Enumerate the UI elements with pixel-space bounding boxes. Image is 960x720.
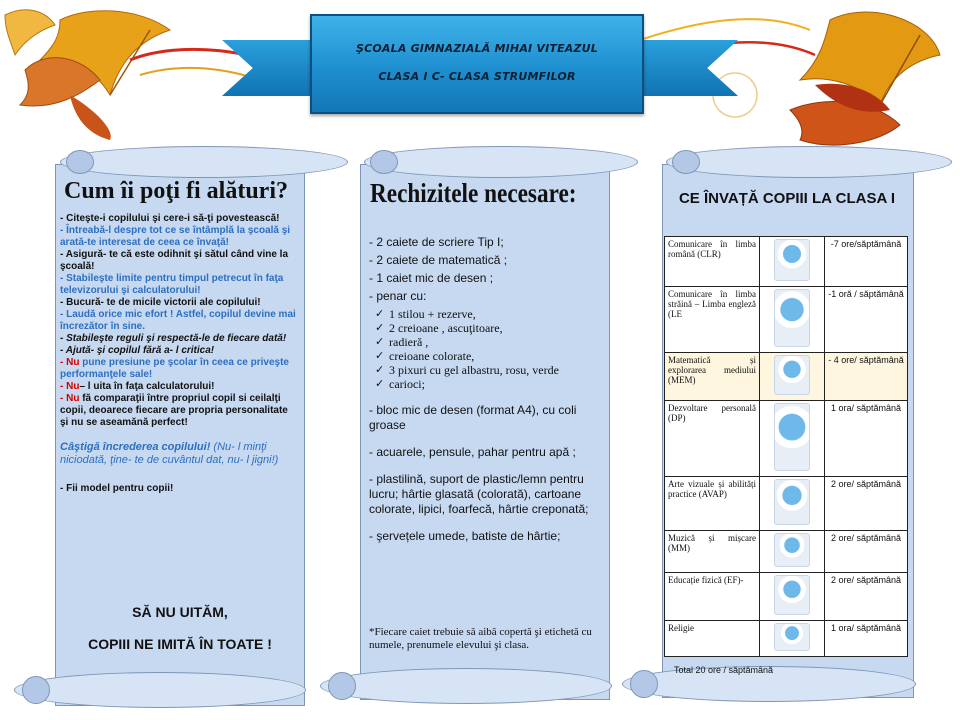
supply-item: - bloc mic de desen (format A4), cu coli groase <box>369 403 577 432</box>
tip-text: - Întreabă-l despre tot ce se întâmplă la şcoală şi arată-te interesat de ceea ce învaţă! <box>60 225 291 248</box>
tip-warning: - Nu <box>60 381 80 392</box>
subject-name: Comunicare în limba română (CLR) <box>665 237 760 287</box>
subject-image-cell <box>760 237 825 287</box>
smurf-reading-icon <box>774 403 810 471</box>
subject-image-cell <box>760 531 825 573</box>
supplies-title: Rechizitele necesare: <box>370 178 577 208</box>
tip-text: fă comparaţii între propriul copil si ceilalţi copii, deoarece fiecare are propria personalitate şi nu se aseamănă perfect! <box>60 393 288 428</box>
tip-text: - Ajută- şi copilul fără a- l critica! <box>60 345 215 356</box>
curriculum-title: CE ÎNVAȚĂ COPIII LA CLASA I <box>678 190 896 207</box>
tip-text: - Laudă orice mic efort ! Astfel, copilul devine mai încrezător în sine. <box>60 309 296 332</box>
support-tip <box>60 357 298 381</box>
curriculum-table <box>664 236 908 657</box>
tip-text: - Citeşte-i copilului şi cere-i să-ţi povestească! <box>60 213 280 224</box>
tip-text: - Asigură- te că este odihnit şi sătul când vine la şcoală! <box>60 249 289 272</box>
pencil-case-item: ✓ 2 creioane , ascuţitoare, <box>369 321 609 335</box>
support-tips <box>60 213 298 495</box>
subject-hours: 1 ora/ săptămână <box>825 621 908 657</box>
smurf-football-icon <box>774 575 810 615</box>
pencil-case-item: ✓ radieră , <box>369 335 609 349</box>
smurf-cloud-icon <box>774 623 810 651</box>
trust-detail: (Nu- l minţi niciodată, ţine- te de cuvântul dat, nu- l jigni!) <box>60 441 279 466</box>
pencil-case-item: ✓ 1 stilou + rezerve, <box>369 307 609 321</box>
subject-row <box>665 531 908 573</box>
support-tip <box>60 381 298 393</box>
tip-text: - Stabileşte limite pentru timpul petrecut în faţa televizorului şi calculatorului! <box>60 273 284 296</box>
supply-item: - penar cu: <box>369 289 427 303</box>
class-name: CLASA I C- CLASA STRUMFILOR <box>378 70 576 83</box>
subject-name: Matematică și explorarea mediului (MEM) <box>665 353 760 401</box>
support-tip <box>60 393 298 429</box>
subject-image-cell <box>760 573 825 621</box>
motto-line-1: SĂ NU UITĂM, <box>132 604 228 620</box>
subject-name: Arte vizuale și abilități practice (AVAP) <box>665 477 760 531</box>
pencil-case-item: ✓ carioci; <box>369 377 609 391</box>
support-tip <box>60 273 298 297</box>
supply-item: - acuarele, pensule, pahar pentru apă ; <box>369 445 576 459</box>
subject-hours: 2 ore/ săptămână <box>825 573 908 621</box>
supply-item: - şervețele umede, batiste de hârtie; <box>369 529 561 543</box>
supplies-list <box>369 235 609 547</box>
support-tip <box>60 345 298 357</box>
school-banner <box>310 14 644 114</box>
subject-hours: -1 oră / săptămână <box>825 287 908 353</box>
subject-hours: 2 ore/ săptămână <box>825 477 908 531</box>
supply-item: - 2 caiete de scriere Tip I; <box>369 235 504 249</box>
support-tip <box>60 249 298 273</box>
curriculum-total: Total 20 ore / săptămână <box>674 665 774 675</box>
subject-hours: 1 ora/ săptămână <box>825 401 908 477</box>
subject-row <box>665 237 908 287</box>
tip-warning: - Nu <box>60 393 80 404</box>
subject-image-cell <box>760 477 825 531</box>
support-tip <box>60 297 298 309</box>
subject-name: Muzică și mișcare (MM) <box>665 531 760 573</box>
support-tip <box>60 309 298 333</box>
support-tip <box>60 225 298 249</box>
smurf-music-icon <box>774 533 810 567</box>
tip-text: - Stabileşte reguli şi respectă-le de fiecare dată! <box>60 333 287 344</box>
subject-image-cell <box>760 621 825 657</box>
school-name: ŞCOALA GIMNAZIALĂ MIHAI VITEAZUL <box>355 42 599 55</box>
tip-text: – l uita în faţa calculatorului! <box>79 381 215 392</box>
subject-row <box>665 477 908 531</box>
subject-image-cell <box>760 401 825 477</box>
subject-row <box>665 573 908 621</box>
tip-warning: - Nu <box>60 357 80 368</box>
subject-name: Educație fizică (EF)- <box>665 573 760 621</box>
subject-row <box>665 353 908 401</box>
subject-image-cell <box>760 353 825 401</box>
tip-text: pune presiune pe şcolar în ceea ce priveşte performanţele sale! <box>60 357 289 380</box>
subject-name: Dezvoltare personală (DP) <box>665 401 760 477</box>
support-title: Cum îi poţi fi alături? <box>64 178 289 204</box>
motto-line-2: COPIII NE IMITĂ ÎN TOATE ! <box>88 636 272 652</box>
math-letters-icon <box>774 355 810 395</box>
supply-item: - 1 caiet mic de desen ; <box>369 271 494 285</box>
smurf-painter-icon <box>774 479 810 525</box>
subject-hours: 2 ore/ săptămână <box>825 531 908 573</box>
trust-advice <box>60 441 298 467</box>
subject-row <box>665 287 908 353</box>
supplies-note: *Fiecare caiet trebuie să aibă copertă şi etichetă cu numele, prenumele elevului şi clasa. <box>369 626 592 651</box>
pencil-case-item: ✓ 3 pixuri cu gel albastru, rosu, verde <box>369 363 609 377</box>
trust-lead: Câştigă încrederea copilului! <box>60 441 211 453</box>
smurf-uk-flag-icon <box>774 289 810 347</box>
supply-item: - plastilină, suport de plastic/lemn pentru lucru; hârtie glasată (colorată), cartoane colorate, lipici, foarfecă, hârtie creponată; <box>369 472 589 516</box>
role-model-tip: - Fii model pentru copii! <box>60 483 174 494</box>
subject-row <box>665 401 908 477</box>
subject-row <box>665 621 908 657</box>
support-tip <box>60 333 298 345</box>
subject-hours: - 4 ore/ săptămână <box>825 353 908 401</box>
smurf-writing-icon <box>774 239 810 281</box>
supply-item: - 2 caiete de matematică ; <box>369 253 508 267</box>
subject-name: Religie <box>665 621 760 657</box>
subject-hours: -7 ore/săptămână <box>825 237 908 287</box>
pencil-case-item: ✓ creioane colorate, <box>369 349 609 363</box>
support-tip <box>60 213 298 225</box>
tip-text: - Bucură- te de micile victorii ale copilului! <box>60 297 261 308</box>
subject-name: Comunicare în limba străină – Limba engleză (LE <box>665 287 760 353</box>
subject-image-cell <box>760 287 825 353</box>
